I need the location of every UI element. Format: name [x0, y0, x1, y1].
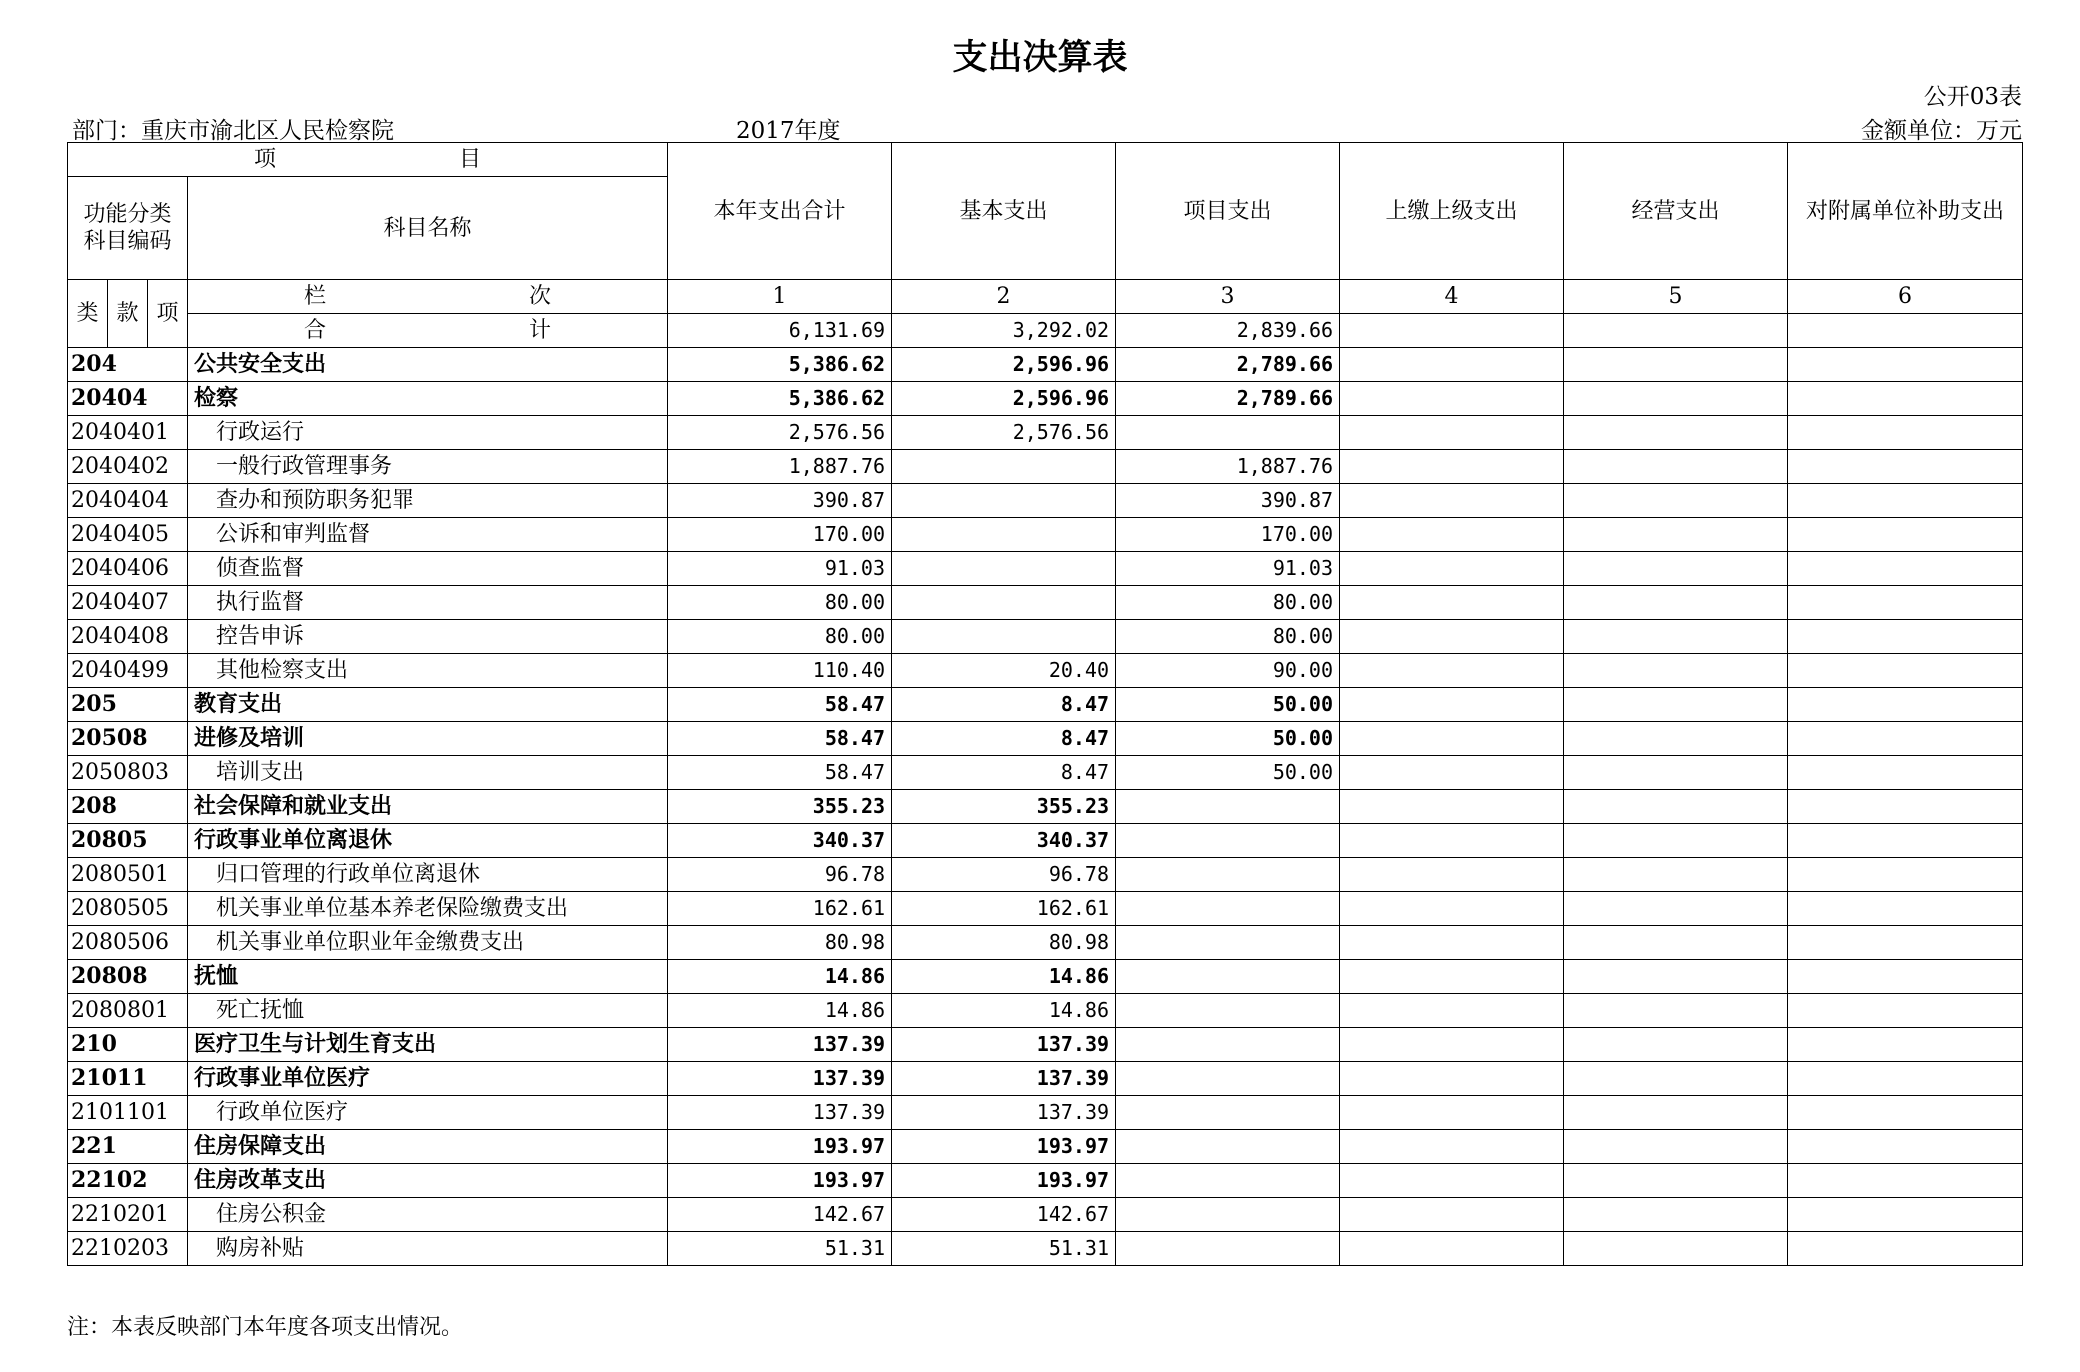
amount-cell: 58.47 — [668, 722, 892, 756]
amount-cell — [892, 450, 1116, 484]
subject-name: 培训支出 — [188, 756, 668, 790]
unit-label: 金额单位：万元 — [1861, 118, 2022, 144]
amount-cell: 80.00 — [1116, 620, 1340, 654]
amount-cell — [1340, 1096, 1564, 1130]
subject-name: 机关事业单位基本养老保险缴费支出 — [188, 892, 668, 926]
amount-cell — [1340, 994, 1564, 1028]
amount-cell — [1340, 688, 1564, 722]
amount-cell: 193.97 — [668, 1164, 892, 1198]
amount-cell — [1116, 1232, 1340, 1266]
amount-cell — [1340, 586, 1564, 620]
amount-cell — [1564, 688, 1788, 722]
table-row — [68, 450, 2023, 484]
table-row — [68, 552, 2023, 586]
amount-cell — [1340, 722, 1564, 756]
subject-code: 208 — [68, 790, 188, 824]
table-row — [68, 484, 2023, 518]
amount-cell — [1340, 416, 1564, 450]
amount-cell: 58.47 — [668, 688, 892, 722]
subject-code: 21011 — [68, 1062, 188, 1096]
table-row — [68, 960, 2023, 994]
amount-cell: 8.47 — [892, 722, 1116, 756]
amount-cell: 91.03 — [668, 552, 892, 586]
xiang-header: 项 — [148, 280, 188, 348]
amount-cell — [1340, 620, 1564, 654]
amount-cell — [1788, 348, 2023, 382]
col-header-6: 对附属单位补助支出 — [1788, 143, 2023, 280]
table-row — [68, 926, 2023, 960]
amount-cell — [1564, 756, 1788, 790]
amount-cell — [1340, 484, 1564, 518]
amount-cell — [1564, 654, 1788, 688]
amount-cell — [1788, 382, 2023, 416]
amount-cell — [1340, 926, 1564, 960]
amount-cell: 137.39 — [892, 1062, 1116, 1096]
subject-code: 2040405 — [68, 518, 188, 552]
amount-cell — [1788, 858, 2023, 892]
subject-code: 221 — [68, 1130, 188, 1164]
amount-cell — [1564, 1062, 1788, 1096]
table-row — [68, 1198, 2023, 1232]
amount-cell — [1116, 926, 1340, 960]
table-row — [68, 1062, 2023, 1096]
amount-cell: 50.00 — [1116, 688, 1340, 722]
subject-name: 行政事业单位医疗 — [188, 1062, 668, 1096]
amount-cell — [1116, 858, 1340, 892]
amount-cell — [1116, 1130, 1340, 1164]
subject-code: 2040408 — [68, 620, 188, 654]
amount-cell — [1788, 1164, 2023, 1198]
subject-code: 2080801 — [68, 994, 188, 1028]
subject-name: 死亡抚恤 — [188, 994, 668, 1028]
amount-cell — [1788, 1028, 2023, 1062]
amount-cell — [1788, 586, 2023, 620]
amount-cell: 355.23 — [668, 790, 892, 824]
amount-cell: 390.87 — [1116, 484, 1340, 518]
amount-cell: 80.98 — [892, 926, 1116, 960]
subject-name: 归口管理的行政单位离退休 — [188, 858, 668, 892]
amount-cell: 50.00 — [1116, 756, 1340, 790]
subject-code: 2080505 — [68, 892, 188, 926]
amount-cell: 193.97 — [668, 1130, 892, 1164]
amount-cell: 14.86 — [668, 994, 892, 1028]
table-row — [68, 824, 2023, 858]
table-row — [68, 1164, 2023, 1198]
amount-cell — [1788, 1232, 2023, 1266]
total-value — [1340, 314, 1564, 348]
footnote: 注：本表反映部门本年度各项支出情况。 — [67, 1315, 464, 1340]
subject-name: 医疗卫生与计划生育支出 — [188, 1028, 668, 1062]
amount-cell: 51.31 — [668, 1232, 892, 1266]
amount-cell — [1340, 1062, 1564, 1096]
subject-name: 教育支出 — [188, 688, 668, 722]
amount-cell — [1116, 892, 1340, 926]
amount-cell — [1788, 824, 2023, 858]
subject-name-header: 科目名称 — [188, 177, 668, 280]
amount-cell — [1788, 790, 2023, 824]
total-label: 合 计 — [188, 314, 668, 348]
subject-name: 其他检察支出 — [188, 654, 668, 688]
amount-cell — [1788, 1130, 2023, 1164]
total-value: 3,292.02 — [892, 314, 1116, 348]
subject-name: 购房补贴 — [188, 1232, 668, 1266]
amount-cell — [1340, 960, 1564, 994]
amount-cell — [892, 552, 1116, 586]
subject-code: 2210203 — [68, 1232, 188, 1266]
amount-cell: 162.61 — [668, 892, 892, 926]
amount-cell — [1564, 926, 1788, 960]
amount-cell — [1564, 1164, 1788, 1198]
amount-cell: 2,596.96 — [892, 348, 1116, 382]
col-num-2: 2 — [892, 280, 1116, 314]
amount-cell — [1564, 416, 1788, 450]
amount-cell — [1564, 348, 1788, 382]
col-num-4: 4 — [1340, 280, 1564, 314]
amount-cell — [1788, 552, 2023, 586]
amount-cell: 2,789.66 — [1116, 348, 1340, 382]
amount-cell: 142.67 — [892, 1198, 1116, 1232]
expenditure-table — [67, 142, 2023, 1266]
amount-cell — [1116, 1198, 1340, 1232]
amount-cell — [892, 518, 1116, 552]
amount-cell — [1340, 1028, 1564, 1062]
amount-cell — [1788, 416, 2023, 450]
subject-name: 抚恤 — [188, 960, 668, 994]
amount-cell — [1564, 552, 1788, 586]
form-number: 公开03表 — [1923, 84, 2022, 110]
table-row — [68, 756, 2023, 790]
amount-cell — [1788, 1198, 2023, 1232]
amount-cell — [1116, 416, 1340, 450]
subject-code: 204 — [68, 348, 188, 382]
table-row — [68, 416, 2023, 450]
amount-cell: 96.78 — [892, 858, 1116, 892]
table-row — [68, 722, 2023, 756]
amount-cell — [892, 484, 1116, 518]
amount-cell: 58.47 — [668, 756, 892, 790]
amount-cell — [1116, 790, 1340, 824]
amount-cell — [1116, 1062, 1340, 1096]
amount-cell: 20.40 — [892, 654, 1116, 688]
amount-cell — [1340, 1164, 1564, 1198]
amount-cell: 50.00 — [1116, 722, 1340, 756]
subject-code: 22102 — [68, 1164, 188, 1198]
subject-code: 210 — [68, 1028, 188, 1062]
amount-cell: 2,789.66 — [1116, 382, 1340, 416]
kuan-header: 款 — [108, 280, 148, 348]
table-row — [68, 1232, 2023, 1266]
table-row — [68, 654, 2023, 688]
subject-name: 住房公积金 — [188, 1198, 668, 1232]
amount-cell: 137.39 — [892, 1028, 1116, 1062]
amount-cell — [1340, 450, 1564, 484]
amount-cell: 340.37 — [668, 824, 892, 858]
total-value: 6,131.69 — [668, 314, 892, 348]
amount-cell — [1788, 484, 2023, 518]
subject-code: 2040401 — [68, 416, 188, 450]
amount-cell — [1116, 960, 1340, 994]
amount-cell: 137.39 — [668, 1028, 892, 1062]
amount-cell — [1788, 960, 2023, 994]
col-num-3: 3 — [1116, 280, 1340, 314]
table-row — [68, 1130, 2023, 1164]
code-group-header: 功能分类科目编码 — [68, 177, 188, 280]
amount-cell: 162.61 — [892, 892, 1116, 926]
table-row — [68, 586, 2023, 620]
total-value — [1564, 314, 1788, 348]
amount-cell — [1340, 858, 1564, 892]
total-value — [1788, 314, 2023, 348]
table-row — [68, 1096, 2023, 1130]
amount-cell: 14.86 — [892, 960, 1116, 994]
amount-cell — [1564, 858, 1788, 892]
amount-cell: 80.98 — [668, 926, 892, 960]
amount-cell: 14.86 — [668, 960, 892, 994]
subject-name: 公诉和审判监督 — [188, 518, 668, 552]
amount-cell — [1788, 620, 2023, 654]
subject-code: 2040499 — [68, 654, 188, 688]
amount-cell — [1788, 688, 2023, 722]
subject-code: 20404 — [68, 382, 188, 416]
subject-code: 2040406 — [68, 552, 188, 586]
col-num-5: 5 — [1564, 280, 1788, 314]
col-header-2: 基本支出 — [892, 143, 1116, 280]
amount-cell — [1564, 960, 1788, 994]
amount-cell — [1564, 484, 1788, 518]
amount-cell: 96.78 — [668, 858, 892, 892]
amount-cell — [1340, 824, 1564, 858]
subject-code: 2050803 — [68, 756, 188, 790]
amount-cell — [1564, 450, 1788, 484]
subject-name: 执行监督 — [188, 586, 668, 620]
amount-cell — [1340, 756, 1564, 790]
amount-cell — [1564, 1096, 1788, 1130]
subject-name: 社会保障和就业支出 — [188, 790, 668, 824]
table-row — [68, 688, 2023, 722]
total-row — [68, 314, 2023, 348]
amount-cell — [1340, 348, 1564, 382]
subject-name: 公共安全支出 — [188, 348, 668, 382]
amount-cell: 137.39 — [668, 1096, 892, 1130]
amount-cell: 142.67 — [668, 1198, 892, 1232]
amount-cell — [1788, 892, 2023, 926]
subject-name: 侦查监督 — [188, 552, 668, 586]
subject-name: 控告申诉 — [188, 620, 668, 654]
subject-code: 2040404 — [68, 484, 188, 518]
amount-cell — [1340, 552, 1564, 586]
subject-code: 2210201 — [68, 1198, 188, 1232]
col-header-5: 经营支出 — [1564, 143, 1788, 280]
subject-name: 行政事业单位离退休 — [188, 824, 668, 858]
amount-cell — [1340, 1130, 1564, 1164]
amount-cell — [1116, 1096, 1340, 1130]
amount-cell — [1340, 518, 1564, 552]
amount-cell: 340.37 — [892, 824, 1116, 858]
amount-cell: 1,887.76 — [1116, 450, 1340, 484]
subject-name: 机关事业单位职业年金缴费支出 — [188, 926, 668, 960]
subject-code: 205 — [68, 688, 188, 722]
subject-name: 一般行政管理事务 — [188, 450, 668, 484]
lanci-header: 栏 次 — [188, 280, 668, 314]
col-header-1: 本年支出合计 — [668, 143, 892, 280]
amount-cell: 91.03 — [1116, 552, 1340, 586]
amount-cell: 80.00 — [668, 620, 892, 654]
subject-name: 进修及培训 — [188, 722, 668, 756]
amount-cell: 1,887.76 — [668, 450, 892, 484]
amount-cell — [1564, 722, 1788, 756]
amount-cell: 80.00 — [668, 586, 892, 620]
amount-cell: 14.86 — [892, 994, 1116, 1028]
amount-cell — [1564, 1130, 1788, 1164]
amount-cell — [1788, 926, 2023, 960]
amount-cell: 110.40 — [668, 654, 892, 688]
subject-code: 2080506 — [68, 926, 188, 960]
amount-cell — [1116, 994, 1340, 1028]
header-row-item — [68, 143, 2023, 177]
amount-cell: 5,386.62 — [668, 382, 892, 416]
amount-cell: 170.00 — [668, 518, 892, 552]
amount-cell: 90.00 — [1116, 654, 1340, 688]
table-row — [68, 1028, 2023, 1062]
amount-cell — [1788, 756, 2023, 790]
fiscal-year: 2017年度 — [736, 118, 841, 144]
subject-code: 2080501 — [68, 858, 188, 892]
subject-name: 检察 — [188, 382, 668, 416]
amount-cell — [1564, 586, 1788, 620]
col-num-6: 6 — [1788, 280, 2023, 314]
amount-cell — [1788, 450, 2023, 484]
amount-cell — [1340, 1232, 1564, 1266]
report-title: 支出决算表 — [952, 38, 1128, 78]
amount-cell — [1564, 1198, 1788, 1232]
amount-cell: 2,576.56 — [668, 416, 892, 450]
amount-cell — [1340, 654, 1564, 688]
amount-cell: 51.31 — [892, 1232, 1116, 1266]
subject-code: 2101101 — [68, 1096, 188, 1130]
col-header-3: 项目支出 — [1116, 143, 1340, 280]
subject-name: 住房改革支出 — [188, 1164, 668, 1198]
amount-cell — [1788, 994, 2023, 1028]
subject-name: 住房保障支出 — [188, 1130, 668, 1164]
amount-cell: 8.47 — [892, 756, 1116, 790]
amount-cell — [1788, 1096, 2023, 1130]
amount-cell — [1564, 518, 1788, 552]
subject-name: 行政运行 — [188, 416, 668, 450]
table-row — [68, 994, 2023, 1028]
amount-cell: 137.39 — [892, 1096, 1116, 1130]
amount-cell — [1788, 1062, 2023, 1096]
amount-cell — [1340, 382, 1564, 416]
table-row — [68, 858, 2023, 892]
department-label: 部门：重庆市渝北区人民检察院 — [72, 118, 394, 144]
amount-cell — [1788, 654, 2023, 688]
amount-cell: 2,576.56 — [892, 416, 1116, 450]
amount-cell: 170.00 — [1116, 518, 1340, 552]
total-value: 2,839.66 — [1116, 314, 1340, 348]
amount-cell: 390.87 — [668, 484, 892, 518]
subject-code: 2040402 — [68, 450, 188, 484]
amount-cell — [1564, 1232, 1788, 1266]
amount-cell — [1564, 994, 1788, 1028]
amount-cell — [1564, 824, 1788, 858]
amount-cell: 193.97 — [892, 1130, 1116, 1164]
subject-code: 20808 — [68, 960, 188, 994]
item-header: 项 目 — [68, 143, 668, 177]
subject-code: 20508 — [68, 722, 188, 756]
table-row — [68, 790, 2023, 824]
amount-cell — [1788, 518, 2023, 552]
amount-cell — [1788, 722, 2023, 756]
subject-name: 行政单位医疗 — [188, 1096, 668, 1130]
amount-cell — [1564, 382, 1788, 416]
amount-cell — [1116, 1164, 1340, 1198]
table-row — [68, 348, 2023, 382]
header-row-lanci — [68, 280, 2023, 314]
amount-cell — [1340, 1198, 1564, 1232]
amount-cell — [1116, 824, 1340, 858]
amount-cell — [1564, 620, 1788, 654]
amount-cell: 5,386.62 — [668, 348, 892, 382]
amount-cell — [892, 586, 1116, 620]
amount-cell: 137.39 — [668, 1062, 892, 1096]
amount-cell: 8.47 — [892, 688, 1116, 722]
amount-cell — [892, 620, 1116, 654]
amount-cell: 355.23 — [892, 790, 1116, 824]
table-row — [68, 620, 2023, 654]
amount-cell — [1116, 1028, 1340, 1062]
table-row — [68, 892, 2023, 926]
subject-code: 2040407 — [68, 586, 188, 620]
col-num-1: 1 — [668, 280, 892, 314]
subject-code: 20805 — [68, 824, 188, 858]
lei-header: 类 — [68, 280, 108, 348]
amount-cell — [1564, 790, 1788, 824]
amount-cell — [1564, 1028, 1788, 1062]
subject-name: 查办和预防职务犯罪 — [188, 484, 668, 518]
amount-cell: 193.97 — [892, 1164, 1116, 1198]
table-row — [68, 382, 2023, 416]
amount-cell — [1340, 892, 1564, 926]
amount-cell — [1564, 892, 1788, 926]
amount-cell: 80.00 — [1116, 586, 1340, 620]
col-header-4: 上缴上级支出 — [1340, 143, 1564, 280]
table-row — [68, 518, 2023, 552]
amount-cell: 2,596.96 — [892, 382, 1116, 416]
amount-cell — [1340, 790, 1564, 824]
